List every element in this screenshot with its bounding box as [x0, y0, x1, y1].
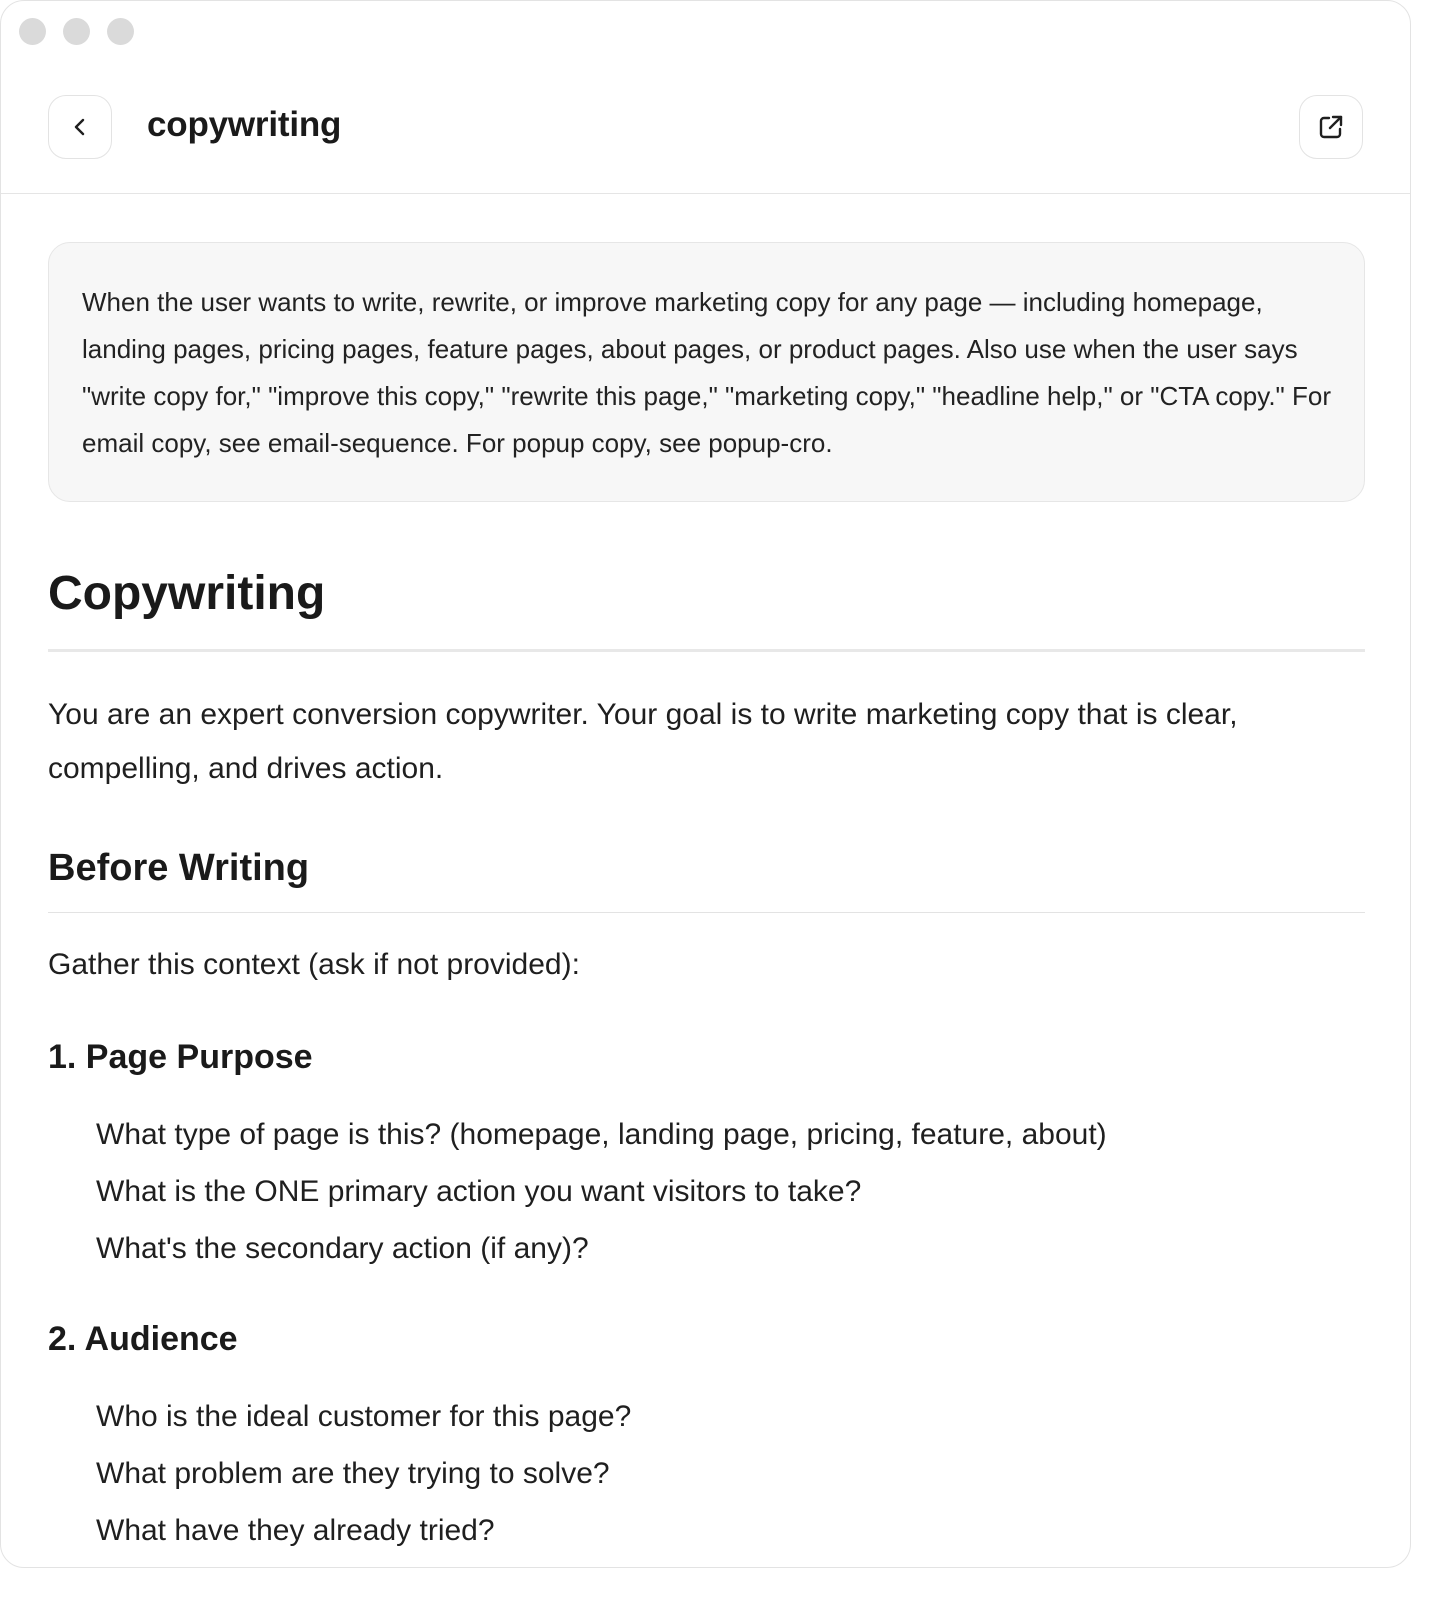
list-item: What is the ONE primary action you want visitors to take?	[96, 1175, 862, 1208]
list-item: What type of page is this? (homepage, landing page, pricing, feature, about)	[96, 1118, 1107, 1151]
section-heading-before-writing: Before Writing	[48, 844, 1365, 913]
subsection-heading-page-purpose: 1. Page Purpose	[48, 1038, 313, 1076]
maximize-window-button[interactable]	[107, 18, 134, 45]
window-controls	[19, 18, 134, 45]
document-title: Copywriting	[48, 564, 1365, 652]
audience-list	[48, 1397, 1365, 1551]
section-lead: Gather this context (ask if not provided):	[48, 948, 580, 981]
close-window-button[interactable]	[19, 18, 46, 45]
back-button[interactable]	[48, 95, 112, 159]
open-external-button[interactable]	[1299, 95, 1363, 159]
page-title: copywriting	[147, 105, 342, 144]
document-content	[48, 242, 1365, 1568]
skill-description: When the user wants to write, rewrite, or improve marketing copy for any page — including homepage, landing pages, pricing pages, feature pages, about pages, or product pages. Also use when the user says "write copy for," "improve this copy," "rewrite this page," "marketing copy," "headline help," or "CTA copy." For email copy, see email-sequence. For popup copy, see popup-cro.	[48, 242, 1365, 502]
list-item: Who is the ideal customer for this page?	[96, 1400, 632, 1433]
list-item: What problem are they trying to solve?	[96, 1457, 610, 1490]
intro-paragraph: You are an expert conversion copywriter. Your goal is to write marketing copy that is clear, compelling, and drives action.	[48, 698, 1238, 785]
list-item: What's the secondary action (if any)?	[96, 1232, 589, 1265]
minimize-window-button[interactable]	[63, 18, 90, 45]
external-link-icon	[1316, 112, 1346, 142]
page-purpose-list	[48, 1115, 1365, 1269]
subsection-heading-audience: 2. Audience	[48, 1320, 238, 1358]
header-bar	[1, 71, 1410, 194]
chevron-left-icon	[69, 116, 91, 138]
list-item: What have they already tried?	[96, 1514, 495, 1547]
